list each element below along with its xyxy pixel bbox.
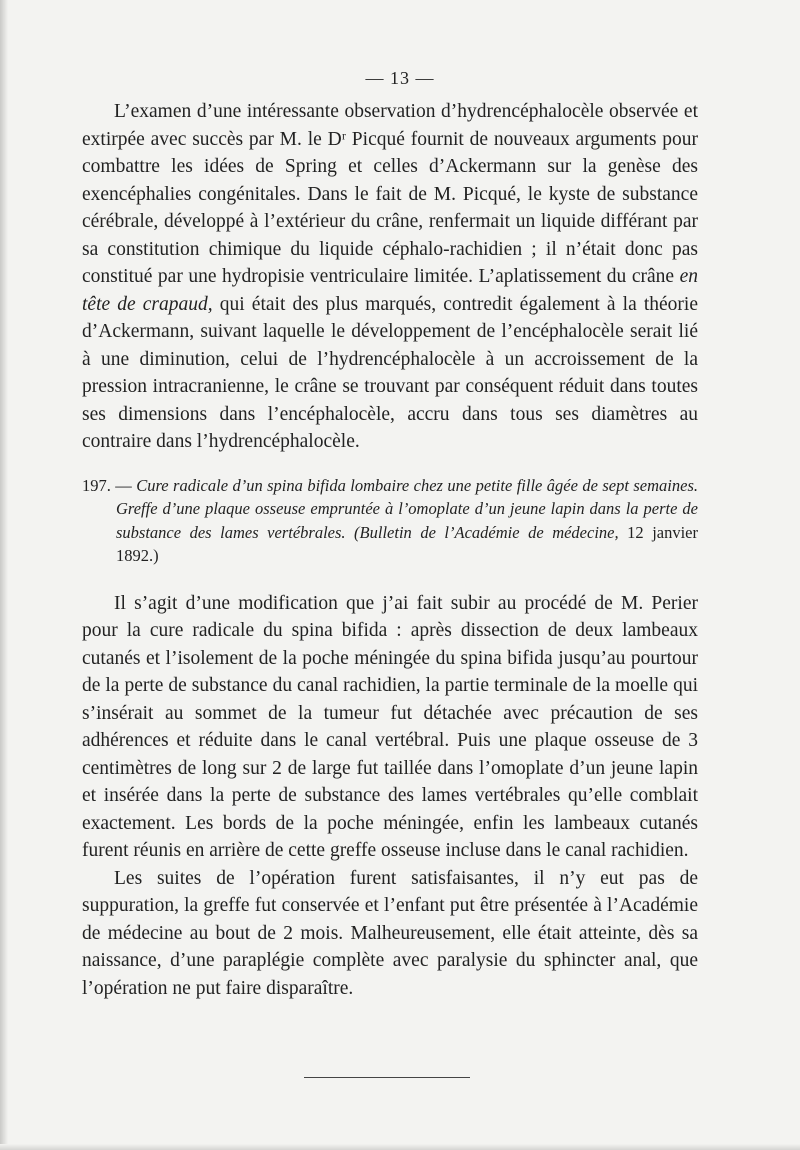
page-number: — 13 — xyxy=(365,68,435,88)
entry-date: 12 janvier 1892.) xyxy=(116,522,699,565)
bibliography-entry-197 xyxy=(82,474,698,568)
page-content xyxy=(82,98,698,1002)
closing-rule xyxy=(304,1077,470,1078)
paragraph-outcome: Les suites de l’opération furent satisfaisantes, il n’y eut pas de suppuration, la greffe fut conservée et l’enfant put être présentée à l’Académie de médecine au bout de 2 mois. Malheureusement, elle était atteinte, dès sa naissance, d’une paraplégie complète avec paralysie du sphincter anal, que l’opération ne put faire disparaître. xyxy=(82,867,698,999)
paragraph-hydrencephalocele xyxy=(82,98,698,456)
paragraph-text: L’examen d’une intéressante observation d’hydrencéphalocèle observée et extirpée avec succès par M. le Dʳ Picqué fournit de nouveaux arguments pour combattre les idées de Spring et celles d’Ackermann sur la genèse des exencéphalies congénitales. Dans le fait de M. Picqué, le kyste de substance cérébrale, développé à l’extérieur du crâne, renfermait un liquide différant par sa constitution chimique du liquide céphalo-rachidien ; il n’était donc pas constitué par une hydropisie ventriculaire limitée. L’aplatissement du crâne xyxy=(82,101,698,287)
paragraph-text: qui était des plus marqués, contredit également à la théorie d’Ackermann, suivant laquelle le développement de l’encéphalocèle serait lié à une diminution, celui de l’hydrencéphalocèle à un accroissement de la pression intracranienne, le crâne se trouvant par conséquent réduit dans toutes ses dimensions dans l’encéphalocèle, accru dans tous ses diamètres au contraire dans l’hydrencéphalocèle. xyxy=(82,293,699,452)
italic-phrase: en tête de crapaud, xyxy=(82,266,698,315)
entry-dash: — xyxy=(110,475,137,495)
entry-title: Cure radicale d’un spina bifida lombaire chez une petite fille âgée de sept semaines. Greffe d’une plaque osseuse empruntée à l’omoplate d’un jeune lapin dans la perte de substance des lames vertébrales. (Bulletin de l’Académie de médecine, xyxy=(116,475,698,542)
paragraph-procedure: Il s’agit d’une modification que j’ai fait subir au procédé de M. Perier pour la cure radicale du spina bifida : après dissection de deux lambeaux cutanés et l’isolement de la poche méningée du spina bifida jusqu’au pourtour de la perte de substance du canal rachidien, la partie terminale de la moelle qui s’insérait au sommet de la tumeur fut détachée avec précaution de ses adhérences et réduite dans le canal vertébral. Puis une plaque osseuse de 3 centimètres de long sur 2 de large fut taillée dans l’omoplate d’un jeune lapin et insérée dans la perte de substance des lames vertébrales qu’elle comblait exactement. Les bords de la poche méningée, enfin les lambeaux cutanés furent réunis en arrière de cette greffe osseuse incluse dans le canal rachidien. xyxy=(82,592,698,861)
entry-number: 197. xyxy=(82,475,111,495)
